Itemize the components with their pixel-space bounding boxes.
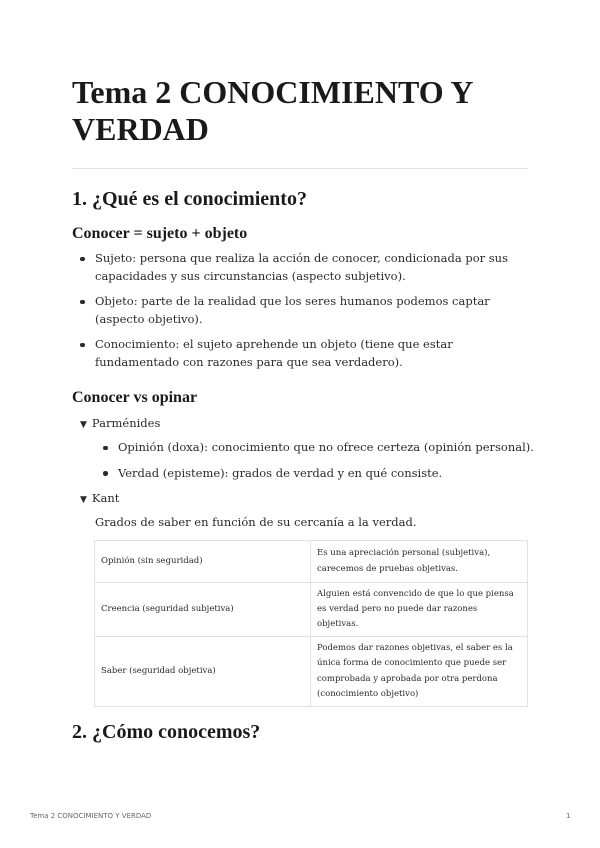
title-divider	[72, 168, 528, 169]
table-cell: Es una apreciación personal (subjetiva), carecemos de pruebas objetivas.	[311, 541, 528, 583]
list-item: Verdad (episteme): grados de verdad y en qué consiste.	[95, 465, 535, 483]
bullet-list-parmenides	[95, 439, 535, 482]
toggle-parmenides[interactable]	[80, 415, 160, 433]
table-cell: Alguien está convencido de que lo que piensa es verdad pero no puede dar razones objetivas.	[311, 583, 528, 637]
subheading-conocer: Conocer = sujeto + objeto	[72, 225, 248, 242]
table-cell: Creencia (seguridad subjetiva)	[95, 583, 311, 637]
list-item: Objeto: parte de la realidad que los seres humanos podemos captar (aspecto objetivo).	[72, 293, 532, 328]
list-item: Conocimiento: el sujeto aprehende un objeto (tiene que estar fundamentado con razones para que sea verdadero).	[72, 336, 532, 371]
list-item: Opinión (doxa): conocimiento que no ofrece certeza (opinión personal).	[95, 439, 535, 457]
section-heading-2: 2. ¿Cómo conocemos?	[72, 721, 261, 743]
list-item: Sujeto: persona que realiza la acción de conocer, condicionada por sus capacidades y sus circunstancias (aspecto subjetivo).	[72, 250, 532, 285]
section-heading-1: 1. ¿Qué es el conocimiento?	[72, 188, 307, 210]
triangle-down-icon[interactable]: ▼	[80, 495, 87, 505]
table-cell: Saber (seguridad objetiva)	[95, 637, 311, 707]
kant-grades-table	[94, 540, 528, 707]
footer-doc-title: Tema 2 CONOCIMIENTO Y VERDAD	[30, 812, 152, 820]
table-row	[95, 583, 528, 637]
toggle-label: Kant	[91, 491, 120, 505]
footer-page-number: 1	[566, 812, 571, 820]
subheading-conocer-vs-opinar: Conocer vs opinar	[72, 389, 198, 406]
table-cell: Opinión (sin seguridad)	[95, 541, 311, 583]
page-title: Tema 2 CONOCIMIENTO Y VERDAD	[72, 74, 473, 147]
table-row	[95, 541, 528, 583]
toggle-kant[interactable]	[80, 490, 119, 508]
bullet-list-conocer	[72, 250, 532, 371]
toggle-label: Parménides	[91, 416, 161, 430]
table-cell: Podemos dar razones objetivas, el saber es la única forma de conocimiento que puede ser comprobada y aprobada por otra perdona (conocimiento objetivo)	[311, 637, 528, 707]
triangle-down-icon[interactable]: ▼	[80, 420, 87, 430]
table-row	[95, 637, 528, 707]
kant-intro: Grados de saber en función de su cercanía a la verdad.	[95, 515, 417, 529]
